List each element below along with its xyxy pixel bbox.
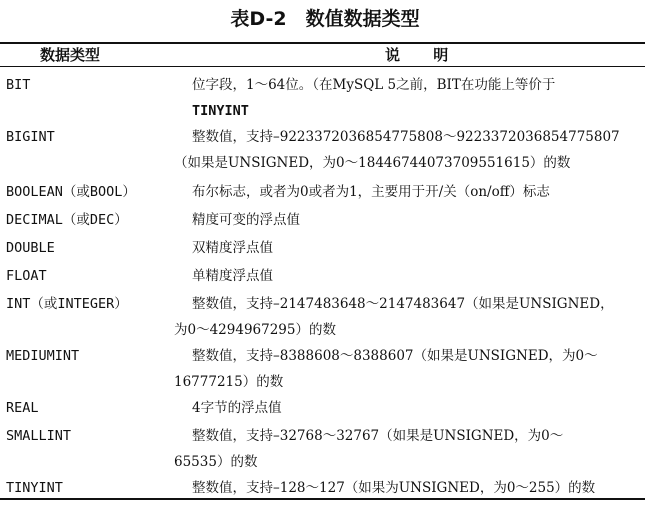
description-cell <box>192 72 650 124</box>
description-line: 整数值，支持–2147483648～2147483647（如果是UNSIGNED， <box>192 296 614 312</box>
type-cell: INT（或INTEGER） <box>6 296 128 312</box>
table-header-rule <box>0 66 645 67</box>
description-line: 单精度浮点值 <box>192 268 273 284</box>
description-cell <box>192 235 650 261</box>
description-line: 位字段，1～64位。（在MySQL 5之前，BIT在功能上等价于 <box>192 77 556 93</box>
type-cell: DOUBLE <box>6 240 55 256</box>
table-body <box>0 72 650 503</box>
type-cell: BOOLEAN（或BOOL） <box>6 184 136 200</box>
table-row <box>0 179 650 207</box>
description-line: 4字节的浮点值 <box>192 400 282 416</box>
column-header-type: 数据类型 <box>40 46 101 64</box>
description-line: TINYINT <box>192 103 249 119</box>
table-row <box>0 207 650 235</box>
description-line: 整数值，支持–128～127（如果为UNSIGNED，为0～255）的数 <box>192 480 596 496</box>
table-row <box>0 235 650 263</box>
description-line: 双精度浮点值 <box>192 240 273 256</box>
description-line: 为0～4294967295）的数 <box>174 322 336 338</box>
type-cell: REAL <box>6 400 39 416</box>
table-title: 表D-2 数值数据类型 <box>230 8 420 30</box>
table-row <box>0 343 650 395</box>
description-line: 整数值，支持–32768～32767（如果是UNSIGNED，为0～ <box>192 428 564 444</box>
table-row <box>0 291 650 343</box>
description-cell <box>192 263 650 289</box>
description-cell <box>174 343 650 395</box>
type-cell: TINYINT <box>6 480 63 496</box>
type-cell: DECIMAL（或DEC） <box>6 212 128 228</box>
table-bottom-rule <box>0 498 645 500</box>
description-line: 精度可变的浮点值 <box>192 212 300 228</box>
description-cell <box>174 291 650 343</box>
column-header-description: 说 明 <box>385 46 449 64</box>
description-cell <box>174 423 650 475</box>
description-line: 整数值，支持–9223372036854775808～9223372036854775807 <box>192 129 620 145</box>
description-cell <box>192 179 650 205</box>
table-row <box>0 72 650 124</box>
type-cell: BIT <box>6 77 31 93</box>
description-cell <box>174 124 650 176</box>
type-cell: MEDIUMINT <box>6 348 80 364</box>
description-cell <box>192 207 650 233</box>
description-line: 16777215）的数 <box>174 374 284 390</box>
table-row <box>0 423 650 475</box>
table-row <box>0 124 650 179</box>
type-cell: FLOAT <box>6 268 47 284</box>
description-line: （如果是UNSIGNED，为0～18446744073709551615）的数 <box>174 155 571 171</box>
description-line: 整数值，支持–8388608～8388607（如果是UNSIGNED，为0～ <box>192 348 598 364</box>
description-line: 65535）的数 <box>174 454 258 470</box>
table-row <box>0 263 650 291</box>
description-line: 布尔标志，或者为0或者为1，主要用于开/关（on/off）标志 <box>192 184 550 200</box>
table-row <box>0 395 650 423</box>
type-cell: BIGINT <box>6 129 55 145</box>
description-cell <box>192 395 650 421</box>
type-cell: SMALLINT <box>6 428 72 444</box>
